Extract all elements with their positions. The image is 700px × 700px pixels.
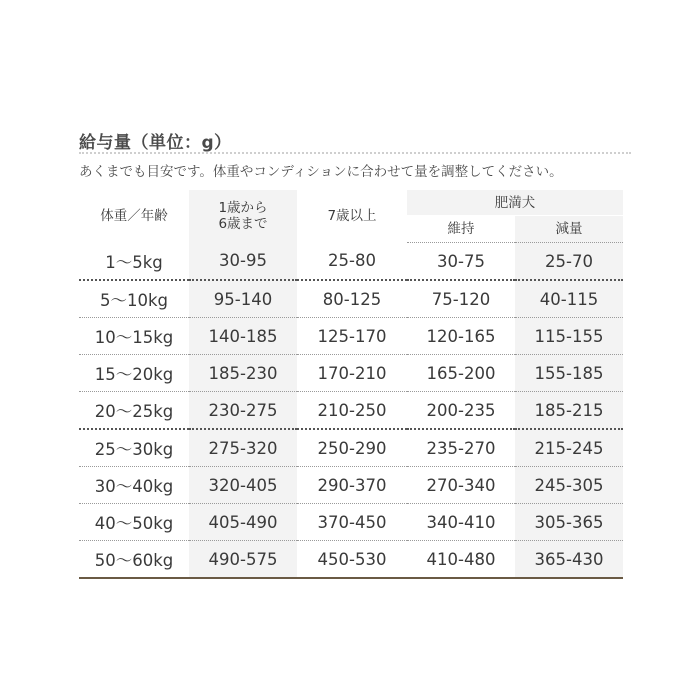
reduce-cell: 215-245 <box>515 429 623 467</box>
adult-cell: 140-185 <box>189 318 297 355</box>
weight-cell: 10〜15kg <box>79 318 189 355</box>
reduce-cell: 155-185 <box>515 355 623 392</box>
title-divider <box>79 152 631 154</box>
header-obese-group: 肥満犬 <box>407 190 623 216</box>
weight-cell: 25〜30kg <box>79 429 189 467</box>
table-row <box>79 429 623 467</box>
weight-cell: 30〜40kg <box>79 467 189 504</box>
weight-cell: 40〜50kg <box>79 504 189 541</box>
table-row <box>79 355 623 392</box>
reduce-cell: 245-305 <box>515 467 623 504</box>
senior-cell: 450-530 <box>297 541 407 579</box>
reduce-cell: 305-365 <box>515 504 623 541</box>
senior-cell: 210-250 <box>297 392 407 430</box>
senior-cell: 290-370 <box>297 467 407 504</box>
maintain-cell: 30-75 <box>407 243 515 281</box>
adult-cell: 490-575 <box>189 541 297 579</box>
maintain-cell: 200-235 <box>407 392 515 430</box>
reduce-cell: 185-215 <box>515 392 623 430</box>
guideline-note: あくまでも目安です。体重やコンディションに合わせて量を調整してください。 <box>79 164 563 180</box>
weight-cell: 20〜25kg <box>79 392 189 430</box>
table-row <box>79 392 623 430</box>
maintain-cell: 165-200 <box>407 355 515 392</box>
adult-cell: 230-275 <box>189 392 297 430</box>
weight-cell: 1〜5kg <box>79 243 189 281</box>
maintain-cell: 75-120 <box>407 280 515 318</box>
table-row <box>79 541 623 579</box>
reduce-cell: 25-70 <box>515 243 623 281</box>
reduce-cell: 115-155 <box>515 318 623 355</box>
header-adult-line1: 1歳から <box>218 200 268 217</box>
header-weight-age: 体重／年齢 <box>100 208 168 225</box>
weight-cell: 50〜60kg <box>79 541 189 579</box>
maintain-cell: 235-270 <box>407 429 515 467</box>
adult-cell: 185-230 <box>189 355 297 392</box>
page-title: 給与量（単位：g） <box>79 133 232 153</box>
maintain-cell: 340-410 <box>407 504 515 541</box>
adult-cell: 405-490 <box>189 504 297 541</box>
adult-cell: 95-140 <box>189 280 297 318</box>
reduce-cell: 365-430 <box>515 541 623 579</box>
adult-cell: 275-320 <box>189 429 297 467</box>
header-maintain: 維持 <box>407 216 515 243</box>
senior-cell: 80-125 <box>297 280 407 318</box>
senior-cell: 125-170 <box>297 318 407 355</box>
header-adult <box>189 190 297 243</box>
table-row <box>79 318 623 355</box>
header-adult-line2: 6歳まで <box>218 216 268 233</box>
table-row <box>79 467 623 504</box>
header-reduce: 減量 <box>515 216 623 243</box>
maintain-cell: 120-165 <box>407 318 515 355</box>
maintain-cell: 410-480 <box>407 541 515 579</box>
reduce-cell: 40-115 <box>515 280 623 318</box>
weight-cell: 5〜10kg <box>79 280 189 318</box>
header-senior: 7歳以上 <box>327 208 377 225</box>
table-row <box>79 504 623 541</box>
adult-cell: 30-95 <box>189 243 297 281</box>
table-row <box>79 280 623 318</box>
senior-cell: 25-80 <box>297 243 407 281</box>
senior-cell: 370-450 <box>297 504 407 541</box>
weight-cell: 15〜20kg <box>79 355 189 392</box>
feeding-amount-table <box>79 190 623 579</box>
senior-cell: 170-210 <box>297 355 407 392</box>
adult-cell: 320-405 <box>189 467 297 504</box>
senior-cell: 250-290 <box>297 429 407 467</box>
maintain-cell: 270-340 <box>407 467 515 504</box>
table-row <box>79 243 623 281</box>
